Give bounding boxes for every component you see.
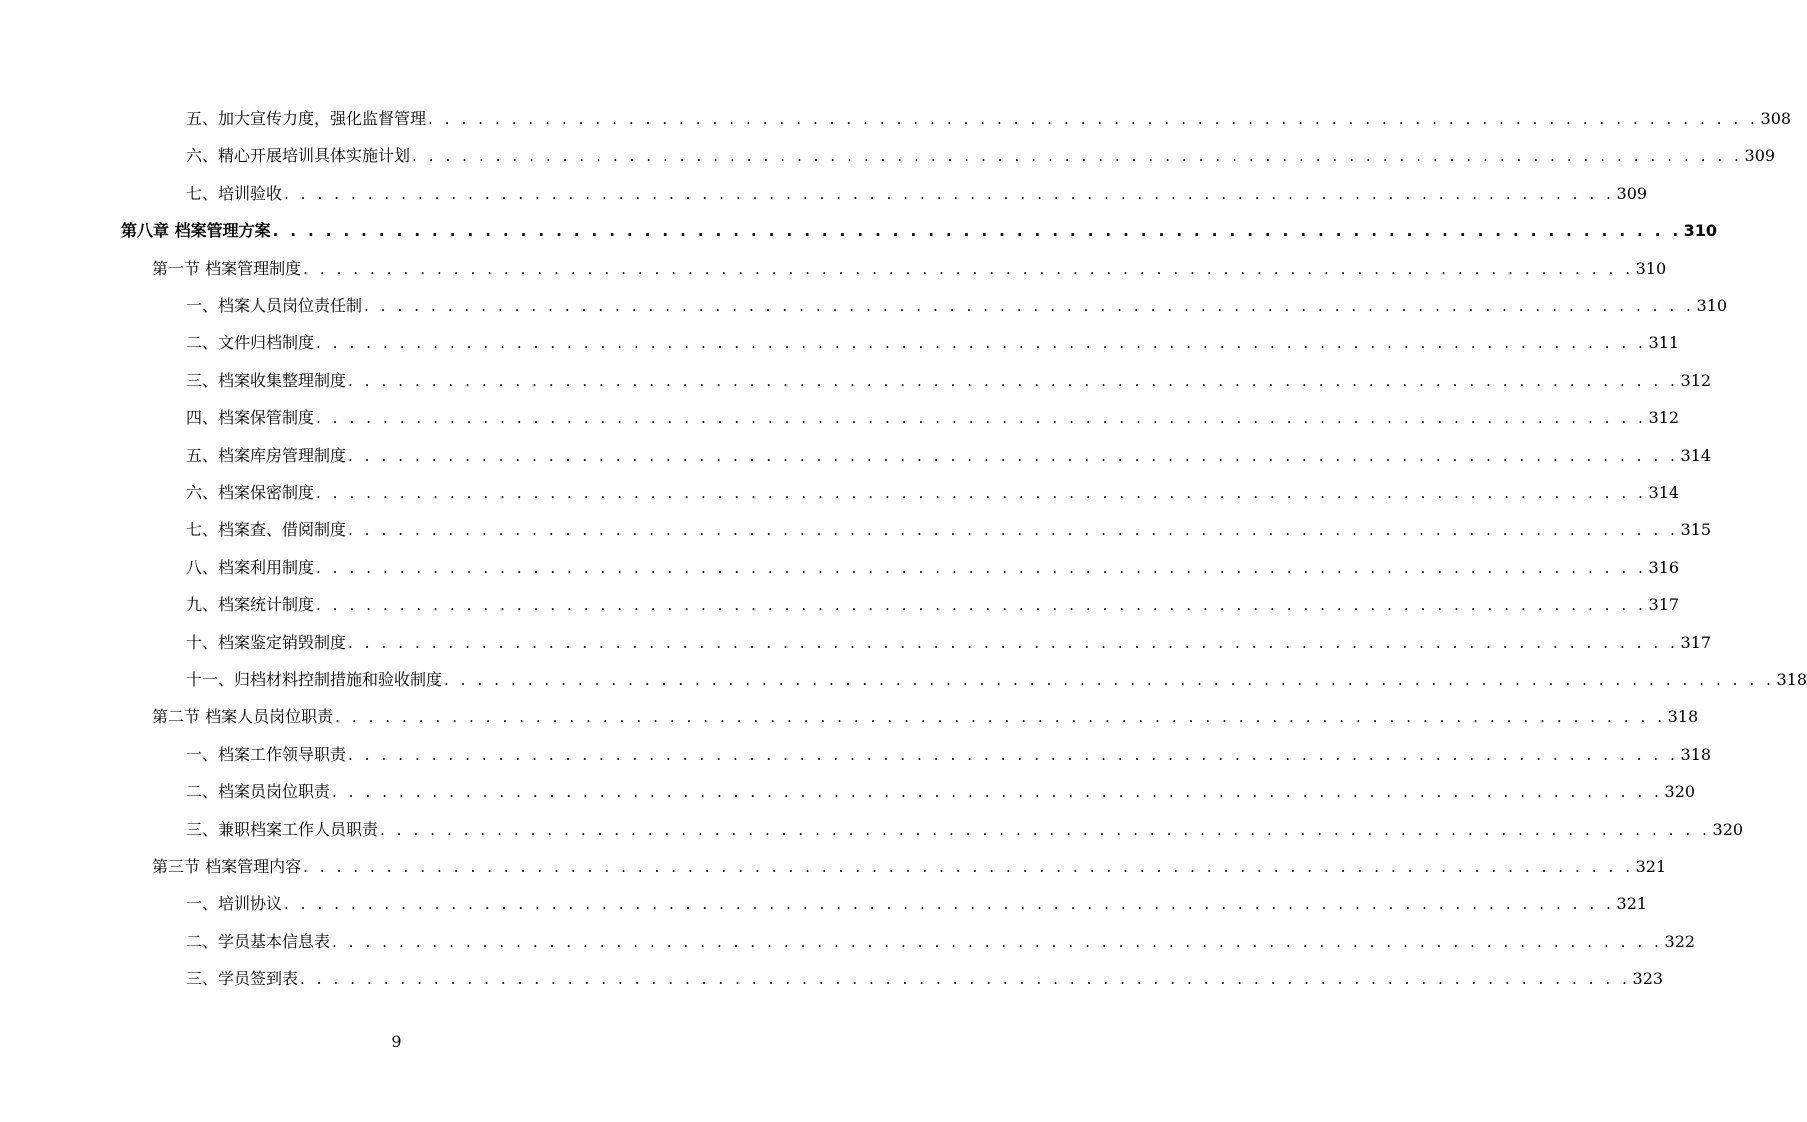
toc-entry-title: 十一、归档材料控制措施和验收制度	[186, 670, 443, 689]
toc-entry-title: 四、档案保管制度	[186, 408, 315, 428]
toc-entry-item[interactable]	[186, 104, 1792, 130]
toc-entry-page: 318	[1667, 707, 1699, 727]
toc-entry-page: 321	[1616, 894, 1648, 914]
toc-dot-leader: . . . . . . . . . . . . . . . . . . . . . . . . . . . . . . . . . . . . . . . . . . . . . . . . . . . . . . . . . . . . . . . . . . . . . . . . . . . . . . . .	[428, 110, 1759, 128]
toc-dot-leader: . . . . . . . . . . . . . . . . . . . . . . . . . . . . . . . . . . . . . . . . . . . . . . . . . . . . . . . . . . . . . . . . . . . . . . . . . . . . . . . .	[348, 745, 1679, 764]
toc-entry-title: 二、学员基本信息表	[186, 931, 331, 951]
toc-entry-page: 318	[1680, 744, 1712, 764]
toc-entry-page: 321	[1635, 857, 1667, 876]
toc-entry-page: 315	[1680, 520, 1712, 540]
toc-dot-leader: . . . . . . . . . . . . . . . . . . . . . . . . . . . . . . . . . . . . . . . . . . . . . . . . . . . . . . . . . . . . . . . . . . . . . . . . . . . . . . . .	[316, 409, 1647, 428]
toc-entry-page: 308	[1760, 109, 1792, 128]
toc-entry-title: 五、档案库房管理制度	[186, 445, 347, 465]
toc-entry-page: 311	[1648, 333, 1680, 353]
toc-dot-leader: . . . . . . . . . . . . . . . . . . . . . . . . . . . . . . . . . . . . . . . . . . . . . . . . . . . . . . . . . . . . . . . . . . . . . . . . . . . . . . . .	[332, 783, 1663, 802]
toc-entry-item[interactable]	[186, 291, 1728, 317]
toc-dot-leader: . . . . . . . . . . . . . . . . . . . . . . . . . . . . . . . . . . . . . . . . . . . . . . . . . . . . . . . . . . . . . . . . . . . . . . . . . . . . . . . .	[284, 895, 1615, 914]
toc-entry-title: 第八章 档案管理方案	[121, 221, 271, 241]
toc-entry-item[interactable]	[186, 628, 1712, 654]
toc-entry-item[interactable]	[186, 366, 1712, 392]
toc-entry-title: 第一节 档案管理制度	[152, 258, 302, 278]
toc-entry-section[interactable]	[152, 702, 1699, 728]
toc-entry-page: 323	[1632, 969, 1664, 989]
toc-entry-item[interactable]	[186, 964, 1664, 990]
toc-entry-page: 309	[1616, 183, 1648, 203]
toc-dot-leader: . . . . . . . . . . . . . . . . . . . . . . . . . . . . . . . . . . . . . . . . . . . . . . . . . . . . . . . . . . . . . . . . . . . . . . . . . . . . . . . .	[272, 222, 1682, 241]
toc-entry-item[interactable]	[186, 441, 1712, 467]
toc-entry-title: 三、学员签到表	[186, 969, 299, 989]
toc-dot-leader: . . . . . . . . . . . . . . . . . . . . . . . . . . . . . . . . . . . . . . . . . . . . . . . . . . . . . . . . . . . . . . . . . . . . . . . . . . . . . . . .	[348, 633, 1679, 652]
toc-entry-title: 一、培训协议	[186, 894, 283, 914]
toc-dot-leader: . . . . . . . . . . . . . . . . . . . . . . . . . . . . . . . . . . . . . . . . . . . . . . . . . . . . . . . . . . . . . . . . . . . . . . . . . . . . . . . .	[444, 671, 1775, 689]
toc-entry-item[interactable]	[186, 777, 1696, 803]
toc-entry-item[interactable]	[186, 590, 1680, 616]
toc-entry-item[interactable]	[186, 515, 1712, 541]
toc-entry-title: 一、档案工作领导职责	[186, 744, 347, 764]
toc-entry-page: 320	[1712, 819, 1744, 839]
toc-entry-item[interactable]	[186, 553, 1680, 579]
toc-entry-page: 310	[1635, 258, 1667, 278]
toc-entry-page: 317	[1680, 632, 1712, 652]
toc-dot-leader: . . . . . . . . . . . . . . . . . . . . . . . . . . . . . . . . . . . . . . . . . . . . . . . . . . . . . . . . . . . . . . . . . . . . . . . . . . . . . . . .	[412, 147, 1743, 166]
toc-entry-page: 312	[1680, 370, 1712, 390]
toc-entry-item[interactable]	[186, 889, 1648, 915]
toc-entry-title: 八、档案利用制度	[186, 557, 315, 577]
toc-entry-page: 314	[1648, 483, 1680, 502]
toc-entry-title: 六、档案保密制度	[186, 483, 315, 502]
toc-dot-leader: . . . . . . . . . . . . . . . . . . . . . . . . . . . . . . . . . . . . . . . . . . . . . . . . . . . . . . . . . . . . . . . . . . . . . . . . . . . . . . . .	[316, 558, 1647, 577]
toc-entry-page: 310	[1683, 221, 1717, 241]
toc-dot-leader: . . . . . . . . . . . . . . . . . . . . . . . . . . . . . . . . . . . . . . . . . . . . . . . . . . . . . . . . . . . . . . . . . . . . . . . . . . . . . . . .	[335, 708, 1666, 727]
page-number: 9	[391, 1032, 402, 1051]
toc-dot-leader: . . . . . . . . . . . . . . . . . . . . . . . . . . . . . . . . . . . . . . . . . . . . . . . . . . . . . . . . . . . . . . . . . . . . . . . . . . . . . . . .	[316, 484, 1647, 502]
toc-entry-page: 317	[1648, 595, 1680, 615]
toc-dot-leader: . . . . . . . . . . . . . . . . . . . . . . . . . . . . . . . . . . . . . . . . . . . . . . . . . . . . . . . . . . . . . . . . . . . . . . . . . . . . . . . .	[364, 297, 1695, 315]
toc-entry-title: 六、精心开展培训具体实施计划	[186, 146, 411, 166]
toc-entry-item[interactable]	[186, 328, 1680, 354]
toc-entry-section[interactable]	[152, 852, 1667, 878]
toc-entry-title: 三、档案收集整理制度	[186, 370, 347, 390]
toc-entry-section[interactable]	[152, 254, 1667, 280]
toc-entry-item[interactable]	[186, 815, 1744, 841]
toc-entry-item[interactable]	[186, 927, 1696, 953]
toc-entry-page: 318	[1776, 670, 1807, 689]
toc-entry-title: 五、加大宣传力度，强化监督管理	[186, 109, 427, 128]
toc-dot-leader: . . . . . . . . . . . . . . . . . . . . . . . . . . . . . . . . . . . . . . . . . . . . . . . . . . . . . . . . . . . . . . . . . . . . . . . . . . . . . . . .	[316, 334, 1647, 353]
toc-entry-page: 320	[1664, 782, 1696, 802]
toc-entry-title: 九、档案统计制度	[186, 595, 315, 615]
toc-dot-leader: . . . . . . . . . . . . . . . . . . . . . . . . . . . . . . . . . . . . . . . . . . . . . . . . . . . . . . . . . . . . . . . . . . . . . . . . . . . . . . . .	[303, 259, 1634, 278]
toc-entry-item[interactable]	[186, 478, 1680, 504]
toc-entry-page: 316	[1648, 557, 1680, 577]
toc-entry-title: 十、档案鉴定销毁制度	[186, 632, 347, 652]
toc-entry-item[interactable]	[186, 740, 1712, 766]
toc-entry-page: 314	[1680, 445, 1712, 465]
toc-entry-title: 第三节 档案管理内容	[152, 857, 302, 876]
toc-dot-leader: . . . . . . . . . . . . . . . . . . . . . . . . . . . . . . . . . . . . . . . . . . . . . . . . . . . . . . . . . . . . . . . . . . . . . . . . . . . . . . . .	[316, 596, 1647, 615]
toc-dot-leader: . . . . . . . . . . . . . . . . . . . . . . . . . . . . . . . . . . . . . . . . . . . . . . . . . . . . . . . . . . . . . . . . . . . . . . . . . . . . . . . .	[332, 932, 1663, 951]
toc-entry-title: 三、兼职档案工作人员职责	[186, 819, 379, 839]
toc-entry-item[interactable]	[186, 179, 1648, 205]
toc-entry-page: 312	[1648, 408, 1680, 428]
toc-entry-item[interactable]	[186, 141, 1776, 167]
toc-entry-page: 309	[1744, 146, 1776, 166]
toc-dot-leader: . . . . . . . . . . . . . . . . . . . . . . . . . . . . . . . . . . . . . . . . . . . . . . . . . . . . . . . . . . . . . . . . . . . . . . . . . . . . . . . .	[284, 184, 1615, 203]
toc-entry-item[interactable]	[186, 403, 1680, 429]
toc-entry-title: 七、档案查、借阅制度	[186, 520, 347, 540]
toc-entry-chapter[interactable]	[121, 216, 1717, 242]
toc-entry-title: 二、档案员岗位职责	[186, 782, 331, 802]
toc-dot-leader: . . . . . . . . . . . . . . . . . . . . . . . . . . . . . . . . . . . . . . . . . . . . . . . . . . . . . . . . . . . . . . . . . . . . . . . . . . . . . . . .	[300, 970, 1631, 989]
toc-dot-leader: . . . . . . . . . . . . . . . . . . . . . . . . . . . . . . . . . . . . . . . . . . . . . . . . . . . . . . . . . . . . . . . . . . . . . . . . . . . . . . . .	[348, 371, 1679, 390]
toc-dot-leader: . . . . . . . . . . . . . . . . . . . . . . . . . . . . . . . . . . . . . . . . . . . . . . . . . . . . . . . . . . . . . . . . . . . . . . . . . . . . . . . .	[348, 521, 1679, 540]
toc-dot-leader: . . . . . . . . . . . . . . . . . . . . . . . . . . . . . . . . . . . . . . . . . . . . . . . . . . . . . . . . . . . . . . . . . . . . . . . . . . . . . . . .	[380, 820, 1711, 839]
toc-entry-item[interactable]	[186, 665, 1807, 691]
toc-entry-title: 一、档案人员岗位责任制	[186, 296, 363, 315]
toc-entry-title: 二、文件归档制度	[186, 333, 315, 353]
toc-dot-leader: . . . . . . . . . . . . . . . . . . . . . . . . . . . . . . . . . . . . . . . . . . . . . . . . . . . . . . . . . . . . . . . . . . . . . . . . . . . . . . . .	[348, 446, 1679, 465]
toc-entry-page: 322	[1664, 931, 1696, 951]
toc-dot-leader: . . . . . . . . . . . . . . . . . . . . . . . . . . . . . . . . . . . . . . . . . . . . . . . . . . . . . . . . . . . . . . . . . . . . . . . . . . . . . . . .	[303, 858, 1634, 876]
toc-entry-title: 第二节 档案人员岗位职责	[152, 707, 334, 727]
toc-entry-title: 七、培训验收	[186, 183, 283, 203]
toc-entry-page: 310	[1696, 296, 1728, 315]
